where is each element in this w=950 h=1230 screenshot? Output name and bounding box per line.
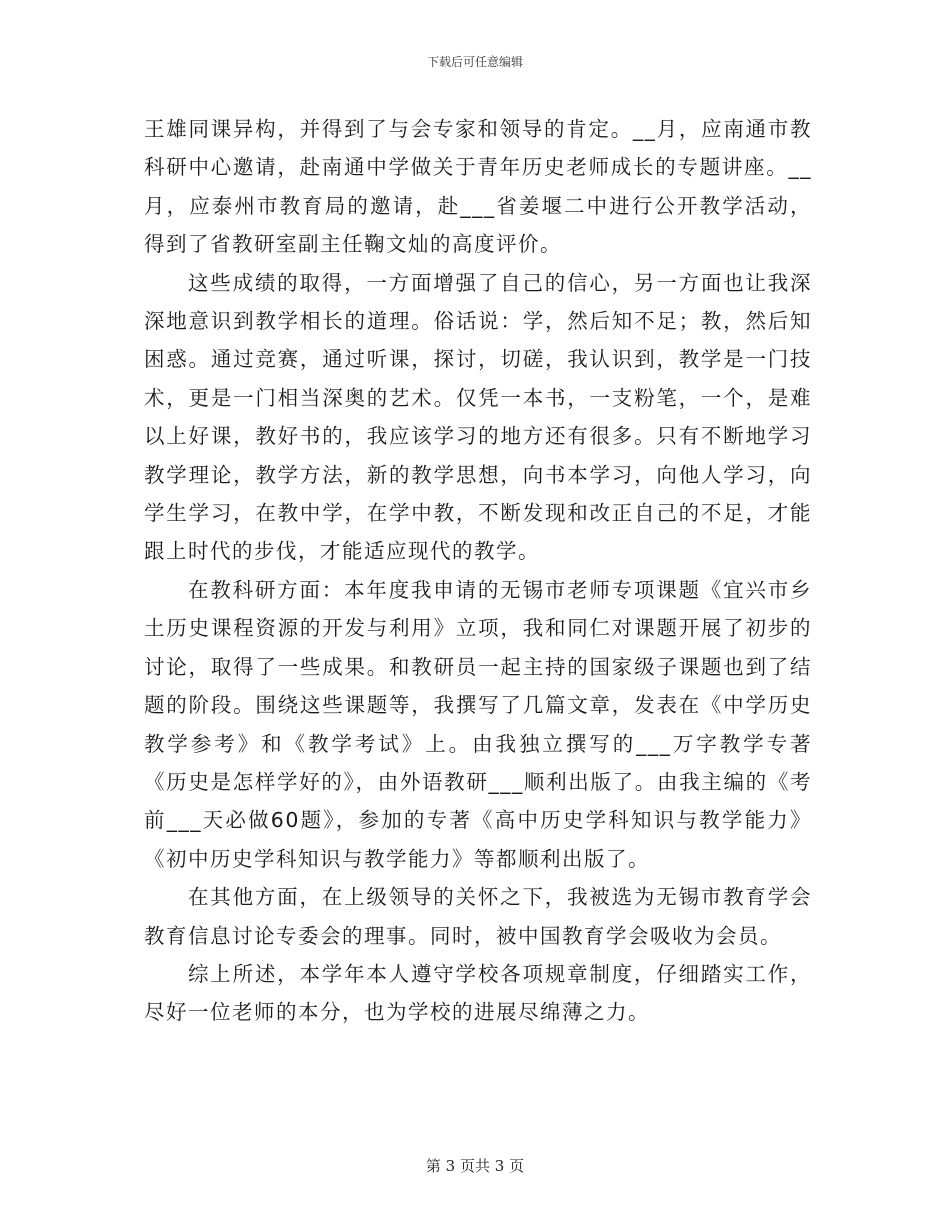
paragraph-achievements: 这些成绩的取得，一方面增强了自己的信心，另一方面也让我深深地意识到教学相长的道理。俗话说：学，然后知不足；教，然后知困惑。通过竞赛，通过听课，探讨，切磋，我认识到，教学是一门技术，更是一门相当深奥的艺术。仅凭一本书，一支粉笔，一个，是难以上好课，教好书的，我应该学习的地方还有很多。只有不断地学习教学理论，教学方法，新的教学思想，向书本学习，向他人学习，向学生学习，在教中学，在学中教，不断发现和改正自己的不足，才能跟上时代的步伐，才能适应现代的教学。 bbox=[144, 270, 812, 564]
page-header: 下载后可任意编辑 bbox=[426, 55, 523, 69]
page-footer: 第 3 页共 3 页 bbox=[425, 1157, 525, 1175]
paragraph-research: 在教科研方面：本年度我申请的无锡市老师专项课题《宜兴市乡土历史课程资源的开发与利用》立项，我和同仁对课题开展了初步的讨论，取得了一些成果。和教研员一起主持的国家级子课题也到了结题的阶段。围绕这些课题等，我撰写了几篇文章，发表在《中学历史教学参考》和《教学考试》上。由我独立撰写的___万字教学专著《历史是怎样学好的》，由外语教研___顺利出版了。由我主编的《考前___天必做60题》，参加的专著《高中历史学科知识与教学能力》《初中历史学科知识与教学能力》等都顺利出版了。 bbox=[144, 577, 812, 871]
paragraph-continued: 王雄同课异构，并得到了与会专家和领导的肯定。__月，应南通市教科研中心邀请，赴南通中学做关于青年历史老师成长的专题讲座。__月，应泰州市教育局的邀请，赴___省姜堰二中进行公开教学活动，得到了省教研室副主任鞠文灿的高度评价。 bbox=[144, 117, 812, 257]
document-body bbox=[144, 110, 812, 1032]
paragraph-summary: 综上所述，本学年本人遵守学校各项规章制度，仔细踏实工作，尽好一位老师的本分，也为学校的进展尽绵薄之力。 bbox=[144, 961, 812, 1025]
paragraph-other: 在其他方面，在上级领导的关怀之下，我被选为无锡市教育学会教育信息讨论专委会的理事。同时，被中国教育学会吸收为会员。 bbox=[144, 885, 812, 948]
